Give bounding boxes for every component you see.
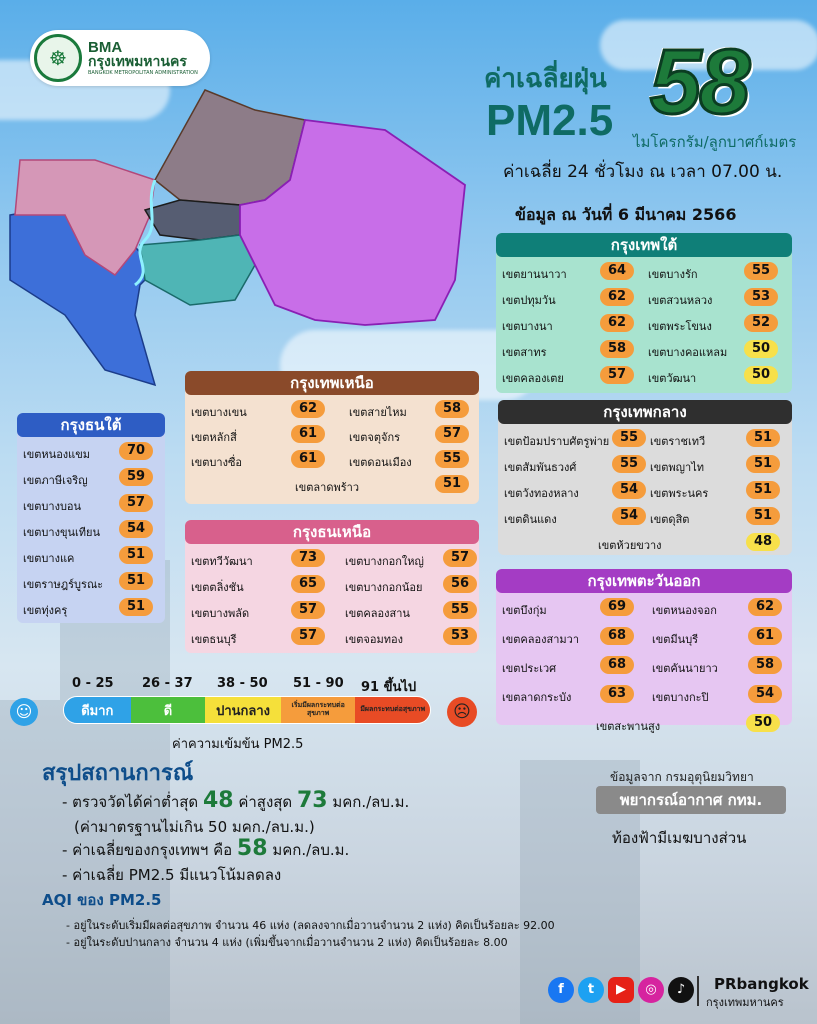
district-name: เขตคลองสาน <box>345 607 410 620</box>
pm25-value-badge: 57 <box>119 494 153 512</box>
pm25-value-badge: 51 <box>746 481 780 499</box>
pm25-value-badge: 54 <box>748 685 782 703</box>
summary-l1-unit: มคก./ลบ.ม. <box>327 793 410 811</box>
pm25-value-badge: 51 <box>119 598 153 616</box>
district-name: เขตดินแดง <box>504 513 557 526</box>
pm25-value-badge: 58 <box>600 340 634 358</box>
district-row <box>191 600 325 622</box>
pm25-value-badge: 54 <box>612 507 646 525</box>
district-name: เขตพระนคร <box>650 487 709 500</box>
weather-forecast: ท้องฟ้ามีเมฆบางส่วน <box>612 829 747 847</box>
facebook-icon[interactable]: f <box>548 977 574 1003</box>
district-name: เขตบางนา <box>502 320 553 333</box>
district-name: เขตวังทองหลาง <box>504 487 579 500</box>
legend-caption: ค่าความเข้มข้น PM2.5 <box>172 737 304 752</box>
district-name: เขตบางกอกใหญ่ <box>345 555 424 568</box>
district-row <box>502 287 634 309</box>
pm25-value-badge: 51 <box>746 429 780 447</box>
district-name: เขตบางกะปิ <box>652 691 709 704</box>
zone-title: กรุงธนใต้ <box>17 413 165 437</box>
district-name: เขตลาดกระบัง <box>502 691 572 704</box>
pm25-value-badge: 51 <box>746 455 780 473</box>
pm25-value-badge: 58 <box>435 400 469 418</box>
pm25-value-badge: 61 <box>748 627 782 645</box>
aqi-title: AQI ของ PM2.5 <box>42 891 162 909</box>
district-name: เขตบางแค <box>23 552 75 565</box>
district-row <box>191 399 325 421</box>
zone-east-panel <box>496 569 792 733</box>
summary-l3-unit: มคก./ลบ.ม. <box>267 841 350 859</box>
district-name: เขตคันนายาว <box>652 662 718 675</box>
pm25-value-badge: 63 <box>600 685 634 703</box>
district-row <box>652 626 782 648</box>
district-row <box>345 600 477 622</box>
aqi-line-1: - อยู่ในระดับเริ่มมีผลต่อสุขภาพ จำนวน 46 แห่ง (ลดลงจากเมื่อวานจำนวน 2 แห่ง) คิดเป็นร้อยละ 92.00 <box>66 919 555 932</box>
legend-range-5: 91 ขึ้นไป <box>361 680 417 695</box>
logo-abbr: BMA <box>88 39 123 56</box>
header-date: ข้อมูล ณ วันที่ 6 มีนาคม 2566 <box>515 205 737 224</box>
district-row <box>23 493 153 515</box>
pm25-value-badge: 54 <box>119 520 153 538</box>
youtube-icon[interactable]: ▶ <box>608 977 634 1003</box>
district-row <box>23 545 153 567</box>
summary-line-1 <box>62 788 409 814</box>
pm25-value-badge: 50 <box>744 366 778 384</box>
summary-line-4: - ค่าเฉลี่ย PM2.5 มีแนวโน้มลดลง <box>62 866 282 884</box>
district-row <box>502 365 634 387</box>
logo-name: กรุงเทพมหานคร <box>88 54 187 70</box>
district-row <box>345 626 477 648</box>
pm25-value-badge: 57 <box>435 425 469 443</box>
district-name: เขตทวีวัฒนา <box>191 555 253 568</box>
district-name: เขตห้วยขวาง <box>598 539 662 552</box>
legend-range-1: 0 - 25 <box>72 676 114 691</box>
district-name: เขตบางขุนเทียน <box>23 526 100 539</box>
aqi-line-2: - อยู่ในระดับปานกลาง จำนวน 4 แห่ง (เพิ่มขึ้นจากเมื่อวานจำนวน 2 แห่ง) คิดเป็นร้อยละ 8.00 <box>66 936 508 949</box>
summary-min-value: 48 <box>202 788 234 813</box>
pm25-value-badge: 50 <box>744 340 778 358</box>
district-name: เขตบางเขน <box>191 406 247 419</box>
district-row <box>648 365 778 387</box>
district-row <box>648 313 778 335</box>
pm25-value-badge: 55 <box>443 601 477 619</box>
pm25-value-badge: 64 <box>600 262 634 280</box>
district-row <box>650 506 780 528</box>
summary-title: สรุปสถานการณ์ <box>42 761 194 786</box>
district-row <box>345 548 477 570</box>
summary-line-2: (ค่ามาตรฐานไม่เกิน 50 มคก./ลบ.ม.) <box>74 818 315 836</box>
district-row <box>652 684 782 706</box>
pm25-value-badge: 65 <box>291 575 325 593</box>
zone-title: กรุงธนเหนือ <box>185 520 479 544</box>
district-row <box>648 287 778 309</box>
district-name: เขตมีนบุรี <box>652 633 699 646</box>
summary-l1-text: - ตรวจวัดได้ค่าต่ำสุด <box>62 793 203 811</box>
pm25-value-badge: 51 <box>119 572 153 590</box>
pm25-value-badge: 57 <box>600 366 634 384</box>
map-zone-central <box>145 200 240 240</box>
bma-seal-icon: ☸ <box>34 34 82 82</box>
summary-max-value: 73 <box>296 788 328 813</box>
district-name: เขตวัฒนา <box>648 372 697 385</box>
pm25-value-badge: 62 <box>291 400 325 418</box>
district-name: เขตหนองแขม <box>23 448 91 461</box>
pm25-value-badge: 68 <box>600 627 634 645</box>
district-row <box>502 261 634 283</box>
legend-start-impact: เริ่มมีผลกระทบต่อสุขภาพ <box>281 697 356 723</box>
legend-good: ดี <box>131 697 206 723</box>
district-row <box>650 480 780 502</box>
district-row <box>191 548 325 570</box>
pm25-value-badge: 55 <box>744 262 778 280</box>
zone-south-panel <box>496 233 792 393</box>
pm25-value-badge: 57 <box>443 549 477 567</box>
weather-source: ข้อมูลจาก กรมอุตุนิยมวิทยา <box>610 770 754 784</box>
pm25-value-badge: 50 <box>746 714 780 732</box>
district-name: เขตป้อมปราบศัตรูพ่าย <box>504 435 610 448</box>
district-name: เขตจตุจักร <box>349 431 401 444</box>
pm25-value-badge: 62 <box>600 314 634 332</box>
district-row <box>652 655 782 677</box>
pm25-value-badge: 48 <box>746 533 780 551</box>
header-title-line2: PM2.5 <box>486 96 614 145</box>
district-row <box>652 597 782 619</box>
district-row <box>502 655 634 677</box>
bma-logo <box>30 30 210 86</box>
district-row <box>502 313 634 335</box>
pm25-value-badge: 57 <box>291 627 325 645</box>
district-row <box>650 454 780 476</box>
summary-l1-text2: ค่าสูงสุด <box>233 793 297 811</box>
district-row <box>502 626 634 648</box>
district-name: เขตราชเทวี <box>650 435 706 448</box>
twitter-icon[interactable]: t <box>578 977 604 1003</box>
pm25-value-badge: 69 <box>600 598 634 616</box>
pm25-value-badge: 51 <box>119 546 153 564</box>
pm25-value-badge: 56 <box>443 575 477 593</box>
pm25-value-badge: 53 <box>443 627 477 645</box>
district-row <box>349 449 469 471</box>
sad-face-icon: ☹ <box>447 697 477 727</box>
pm25-value-badge: 68 <box>600 656 634 674</box>
district-name: เขตบางคอแหลม <box>648 346 728 359</box>
district-row <box>596 713 780 735</box>
district-name: เขตราษฎร์บูรณะ <box>23 578 104 591</box>
pm25-value-badge: 55 <box>612 429 646 447</box>
tiktok-icon[interactable]: ♪ <box>668 977 694 1003</box>
district-name: เขตดุสิต <box>650 513 690 526</box>
district-name: เขตทุ่งครุ <box>23 604 68 617</box>
district-name: เขตจอมทอง <box>345 633 403 646</box>
district-row <box>191 574 325 596</box>
building <box>0 700 60 1024</box>
zone-title: กรุงเทพตะวันออก <box>496 569 792 593</box>
legend-range-4: 51 - 90 <box>293 676 344 691</box>
district-name: เขตหนองจอก <box>652 604 717 617</box>
instagram-icon[interactable]: ◎ <box>638 977 664 1003</box>
district-row <box>650 428 780 450</box>
district-row <box>23 597 153 619</box>
weather-label: พยากรณ์อากาศ กทม. <box>596 786 786 814</box>
pm25-value-badge: 70 <box>119 442 153 460</box>
district-name: เขตสายไหม <box>349 406 407 419</box>
district-row <box>23 519 153 541</box>
pm25-value-badge: 61 <box>291 450 325 468</box>
pm25-value-badge: 54 <box>612 481 646 499</box>
district-row <box>191 424 325 446</box>
district-row <box>504 454 646 476</box>
legend-range-2: 26 - 37 <box>142 676 193 691</box>
district-name: เขตสวนหลวง <box>648 294 713 307</box>
pm25-value-badge: 59 <box>119 468 153 486</box>
summary-average-value: 58 <box>236 836 268 861</box>
district-row <box>23 571 153 593</box>
header-subtitle: ค่าเฉลี่ย 24 ชั่วโมง ณ เวลา 07.00 น. <box>503 162 783 182</box>
legend-moderate: ปานกลาง <box>205 697 281 723</box>
district-row <box>648 339 778 361</box>
pm25-value-badge: 52 <box>744 314 778 332</box>
footer-brand-sub: กรุงเทพมหานคร <box>706 996 784 1009</box>
district-row <box>504 480 646 502</box>
zone-title: กรุงเทพกลาง <box>498 400 792 424</box>
legend-range-3: 38 - 50 <box>217 676 268 691</box>
district-row <box>502 684 634 706</box>
district-name: เขตคลองเตย <box>502 372 564 385</box>
pm25-value-badge: 73 <box>291 549 325 567</box>
aqi-legend-bar <box>63 696 431 724</box>
district-name: เขตพระโขนง <box>648 320 712 333</box>
district-name: เขตคลองสามวา <box>502 633 579 646</box>
footer-brand: PRbangkok <box>714 975 809 993</box>
district-name: เขตบางรัก <box>648 268 698 281</box>
pm25-value-badge: 53 <box>744 288 778 306</box>
district-name: เขตลาดพร้าว <box>295 481 359 494</box>
footer-divider <box>697 976 699 1006</box>
district-row <box>502 339 634 361</box>
pm25-value-badge: 61 <box>291 425 325 443</box>
zone-north-panel <box>185 371 479 504</box>
pm25-value-badge: 55 <box>435 450 469 468</box>
district-name: เขตสัมพันธวงศ์ <box>504 461 577 474</box>
district-row <box>648 261 778 283</box>
district-name: เขตตลิ่งชัน <box>191 581 244 594</box>
pm25-value-badge: 51 <box>435 475 469 493</box>
zone-thon-north-panel <box>185 520 479 653</box>
district-row <box>191 626 325 648</box>
pm25-value-badge: 62 <box>748 598 782 616</box>
header-average-value: 58 <box>650 31 749 133</box>
district-name: เขตบางบอน <box>23 500 82 513</box>
district-row <box>349 424 469 446</box>
zone-thon-south-panel <box>17 413 165 623</box>
district-name: เขตประเวศ <box>502 662 557 675</box>
district-name: เขตสาทร <box>502 346 547 359</box>
legend-impact: มีผลกระทบต่อสุขภาพ <box>355 697 430 723</box>
district-name: เขตหลักสี่ <box>191 431 237 444</box>
district-row <box>502 597 634 619</box>
zone-title: กรุงเทพเหนือ <box>185 371 479 395</box>
district-name: เขตบางพลัด <box>191 607 250 620</box>
district-row <box>295 474 469 496</box>
district-name: เขตบางซื่อ <box>191 456 243 469</box>
header-title-line1: ค่าเฉลี่ยฝุ่น <box>484 64 607 94</box>
pm25-value-badge: 51 <box>746 507 780 525</box>
district-name: เขตธนบุรี <box>191 633 237 646</box>
district-name: เขตพญาไท <box>650 461 705 474</box>
district-row <box>598 532 780 554</box>
district-row <box>345 574 477 596</box>
legend-very-good: ดีมาก <box>64 697 131 723</box>
district-name: เขตบึงกุ่ม <box>502 604 547 617</box>
map-zone-south <box>140 235 255 305</box>
logo-name-en: BANGKOK METROPOLITAN ADMINISTRATION <box>88 70 198 76</box>
zone-central-panel <box>498 400 792 555</box>
pm25-value-badge: 55 <box>612 455 646 473</box>
district-row <box>504 428 646 450</box>
district-name: เขตปทุมวัน <box>502 294 556 307</box>
district-name: เขตภาษีเจริญ <box>23 474 88 487</box>
zone-title: กรุงเทพใต้ <box>496 233 792 257</box>
district-row <box>23 441 153 463</box>
smile-face-icon: ☺ <box>10 698 38 726</box>
pm25-value-badge: 62 <box>600 288 634 306</box>
district-row <box>23 467 153 489</box>
district-row <box>191 449 325 471</box>
district-name: เขตยานนาวา <box>502 268 567 281</box>
pm25-value-badge: 58 <box>748 656 782 674</box>
district-row <box>504 506 646 528</box>
bangkok-district-map <box>5 85 475 415</box>
district-name: เขตบางกอกน้อย <box>345 581 423 594</box>
summary-l3-text: - ค่าเฉลี่ยของกรุงเทพฯ คือ <box>62 841 237 859</box>
district-name: เขตสะพานสูง <box>596 720 661 733</box>
summary-line-3 <box>62 836 349 862</box>
header-unit: ไมโครกรัม/ลูกบาศก์เมตร <box>633 133 797 151</box>
district-name: เขตดอนเมือง <box>349 456 412 469</box>
pm25-value-badge: 57 <box>291 601 325 619</box>
district-row <box>349 399 469 421</box>
